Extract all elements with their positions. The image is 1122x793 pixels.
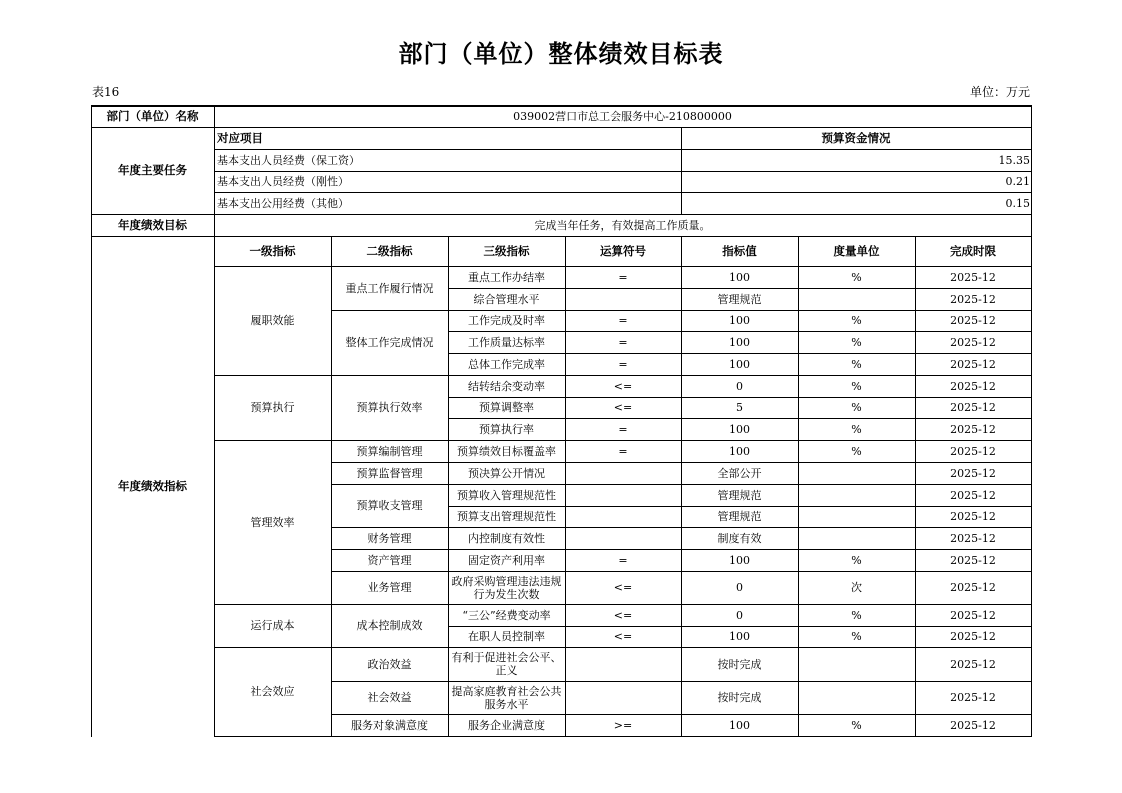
operator: = (618, 357, 628, 371)
target-value: 100 (729, 444, 750, 458)
target-value: 按时完成 (717, 657, 762, 671)
level2-indicator: 财务管理 (367, 531, 412, 545)
table-rule (91, 214, 1032, 215)
indicator-col-header: 三级指标 (483, 243, 530, 258)
level3-indicator: 预算调整率 (479, 401, 534, 414)
level3-indicator: “三公”经费变动率 (462, 608, 551, 622)
target-value: 0 (736, 581, 743, 594)
deadline: 2025-12 (950, 292, 996, 306)
level2-indicator: 服务对象满意度 (351, 718, 428, 732)
table-rule (331, 310, 1032, 311)
measure-unit (798, 462, 915, 484)
table-rule (681, 236, 682, 737)
operator (565, 681, 681, 714)
indicator-col-header: 完成时限 (950, 243, 996, 258)
level3-indicator: 重点工作办结率 (468, 270, 545, 284)
deadline: 2025-12 (950, 335, 996, 349)
deadline: 2025-12 (950, 466, 996, 480)
level2-indicator: 预算收支管理 (356, 499, 423, 512)
table-rule (448, 506, 1032, 507)
table-rule (448, 397, 1032, 398)
measure-unit: % (851, 422, 862, 436)
target-value: 100 (729, 314, 750, 327)
target-value: 管理规范 (717, 488, 762, 502)
operator: = (618, 314, 628, 327)
measure-unit: % (851, 335, 862, 349)
level3-indicator: 在职人员控制率 (468, 630, 545, 643)
table-rule (214, 105, 215, 737)
deadline: 2025-12 (950, 657, 996, 671)
level3-indicator: 提高家庭教育社会公共服务水平 (451, 684, 562, 711)
operator: <= (613, 379, 633, 393)
level2-indicator: 资产管理 (367, 553, 412, 567)
deadline: 2025-12 (950, 608, 996, 622)
target-value: 管理规范 (717, 292, 762, 306)
budget-col-header: 预算资金情况 (821, 130, 891, 145)
level2-indicator: 社会效益 (367, 691, 412, 704)
level3-indicator: 工作质量达标率 (468, 335, 545, 349)
level2-indicator: 成本控制成效 (356, 619, 423, 632)
measure-unit: % (851, 444, 862, 458)
table-rule (214, 171, 1032, 172)
operator: >= (613, 718, 633, 732)
table-rule (91, 105, 1032, 107)
measure-unit: % (851, 608, 862, 622)
level3-indicator: 固定资产利用率 (468, 553, 545, 567)
measure-unit: 次 (851, 581, 862, 594)
level3-indicator: 预算绩效目标覆盖率 (457, 444, 556, 458)
measure-unit (798, 647, 915, 681)
deadline: 2025-12 (950, 444, 996, 458)
indicator-col-header: 一级指标 (249, 243, 296, 258)
main-tasks-label: 年度主要任务 (118, 163, 187, 177)
target-value: 管理规范 (717, 510, 762, 523)
level3-indicator: 综合管理水平 (473, 292, 540, 306)
operator: = (618, 270, 628, 284)
table-rule (331, 549, 1032, 550)
deadline: 2025-12 (950, 531, 996, 545)
deadline: 2025-12 (950, 691, 996, 704)
measure-unit: % (851, 718, 862, 732)
level3-indicator: 服务企业满意度 (468, 718, 545, 732)
deadline: 2025-12 (950, 314, 996, 327)
table-rule (214, 149, 1032, 150)
annual-goal-label: 年度绩效目标 (118, 217, 187, 232)
level2-indicator: 业务管理 (367, 581, 412, 594)
target-value: 0 (736, 608, 743, 622)
target-value: 0 (736, 379, 743, 393)
measure-unit: % (851, 314, 862, 327)
table-rule (448, 353, 1032, 354)
task-amount: 0.21 (1005, 175, 1030, 188)
level2-indicator: 预算编制管理 (356, 444, 423, 458)
operator (565, 506, 681, 527)
level3-indicator: 结转结余变动率 (468, 379, 545, 393)
level2-indicator: 预算执行效率 (356, 401, 423, 414)
table-rule (448, 418, 1032, 419)
table-rule (448, 626, 1032, 627)
level1-indicator: 履职效能 (250, 314, 295, 327)
annual-goal-text: 完成当年任务，有效提高工作质量。 (534, 218, 711, 232)
operator: = (618, 335, 628, 349)
table-rule (91, 105, 92, 737)
deadline: 2025-12 (950, 510, 996, 523)
operator: <= (613, 630, 633, 643)
deadline: 2025-12 (950, 357, 996, 371)
target-value: 按时完成 (717, 691, 762, 704)
deadline: 2025-12 (950, 581, 996, 594)
table-rule (681, 127, 682, 215)
unit-label: 单位：万元 (969, 85, 1030, 99)
deadline: 2025-12 (950, 422, 996, 436)
task-amount: 15.35 (998, 153, 1030, 167)
task-amount: 0.15 (1005, 196, 1030, 210)
indicator-col-header: 运算符号 (600, 243, 646, 258)
deadline: 2025-12 (950, 553, 996, 567)
level3-indicator: 工作完成及时率 (468, 314, 545, 327)
measure-unit: % (851, 270, 862, 284)
level3-indicator: 政府采购管理违法违规行为发生次数 (451, 574, 562, 601)
level3-indicator: 预决算公开情况 (468, 466, 545, 480)
operator: = (618, 553, 628, 567)
deadline: 2025-12 (950, 270, 996, 284)
measure-unit: % (851, 379, 862, 393)
task-project: 基本支出人员经费（刚性） (217, 175, 349, 188)
table-rule (331, 527, 1032, 528)
level3-indicator: 总体工作完成率 (468, 357, 545, 371)
table-rule (214, 440, 1032, 441)
table-rule (214, 647, 1032, 648)
operator (565, 484, 681, 506)
indicators-label: 年度绩效指标 (118, 478, 187, 493)
level2-indicator: 重点工作履行情况 (345, 281, 434, 295)
operator: <= (613, 581, 633, 594)
table-rule (565, 236, 566, 737)
operator: = (618, 444, 628, 458)
target-value: 100 (729, 270, 750, 284)
indicator-col-header: 二级指标 (366, 243, 413, 258)
level3-indicator: 有利于促进社会公平、正义 (451, 651, 562, 677)
level1-indicator: 管理效率 (250, 515, 295, 529)
target-value: 全部公开 (717, 466, 762, 480)
level2-indicator: 预算监督管理 (356, 466, 423, 480)
target-value: 制度有效 (717, 531, 762, 545)
table-rule (1031, 105, 1032, 737)
target-value: 100 (729, 335, 750, 349)
deadline: 2025-12 (950, 379, 996, 393)
measure-unit (798, 288, 915, 310)
table-rule (331, 714, 1032, 715)
measure-unit: % (851, 630, 862, 643)
level3-indicator: 预算执行率 (479, 422, 534, 436)
table-rule (214, 375, 1032, 376)
target-value: 100 (729, 718, 750, 732)
table-rule (448, 331, 1032, 332)
table-rule (91, 236, 1032, 237)
table-rule (331, 681, 1032, 682)
deadline: 2025-12 (950, 718, 996, 732)
level2-indicator: 整体工作完成情况 (345, 336, 434, 349)
table-rule (91, 127, 1032, 128)
table-rule (214, 604, 1032, 605)
table-rule (448, 236, 449, 737)
dept-name-value: 039002营口市总工会服务中心-210800000 (513, 109, 732, 123)
measure-unit: % (851, 553, 862, 567)
dept-name-label: 部门（单位）名称 (106, 108, 199, 123)
target-value: 5 (736, 401, 743, 414)
deadline: 2025-12 (950, 488, 996, 502)
measure-unit: % (851, 401, 862, 414)
measure-unit: % (851, 357, 862, 371)
operator (565, 527, 681, 549)
operator: <= (613, 401, 633, 414)
measure-unit (798, 527, 915, 549)
indicator-col-header: 指标值 (722, 243, 757, 258)
deadline: 2025-12 (950, 630, 996, 643)
target-value: 100 (729, 422, 750, 436)
table-rule (214, 192, 1032, 193)
target-value: 100 (729, 357, 750, 371)
task-project: 基本支出人员经费（保工资） (217, 153, 360, 167)
deadline: 2025-12 (950, 401, 996, 414)
target-value: 100 (729, 553, 750, 567)
target-value: 100 (729, 630, 750, 643)
measure-unit (798, 484, 915, 506)
level1-indicator: 运行成本 (250, 619, 295, 632)
operator (565, 288, 681, 310)
table-rule (798, 236, 799, 737)
table-rule (331, 462, 1032, 463)
operator: = (618, 422, 628, 436)
level3-indicator: 预算支出管理规范性 (457, 510, 556, 523)
table-rule (331, 571, 1032, 572)
table-rule (331, 484, 1032, 485)
indicator-col-header: 度量单位 (833, 243, 880, 258)
measure-unit (798, 681, 915, 714)
table-rule (331, 236, 332, 737)
operator: <= (613, 608, 633, 622)
level1-indicator: 预算执行 (250, 401, 295, 414)
level3-indicator: 内控制度有效性 (468, 531, 545, 545)
project-col-header: 对应项目 (217, 130, 263, 145)
operator (565, 462, 681, 484)
level1-indicator: 社会效应 (250, 685, 295, 698)
task-project: 基本支出公用经费（其他） (217, 196, 349, 210)
level3-indicator: 预算收入管理规范性 (457, 488, 556, 502)
page-title: 部门（单位）整体绩效目标表 (398, 40, 724, 68)
table-number: 表16 (92, 85, 120, 99)
level2-indicator: 政治效益 (367, 657, 412, 671)
table-rule (214, 736, 1032, 737)
table-rule (448, 288, 1032, 289)
measure-unit (798, 506, 915, 527)
table-rule (214, 266, 1032, 267)
table-rule (915, 236, 916, 737)
operator (565, 647, 681, 681)
